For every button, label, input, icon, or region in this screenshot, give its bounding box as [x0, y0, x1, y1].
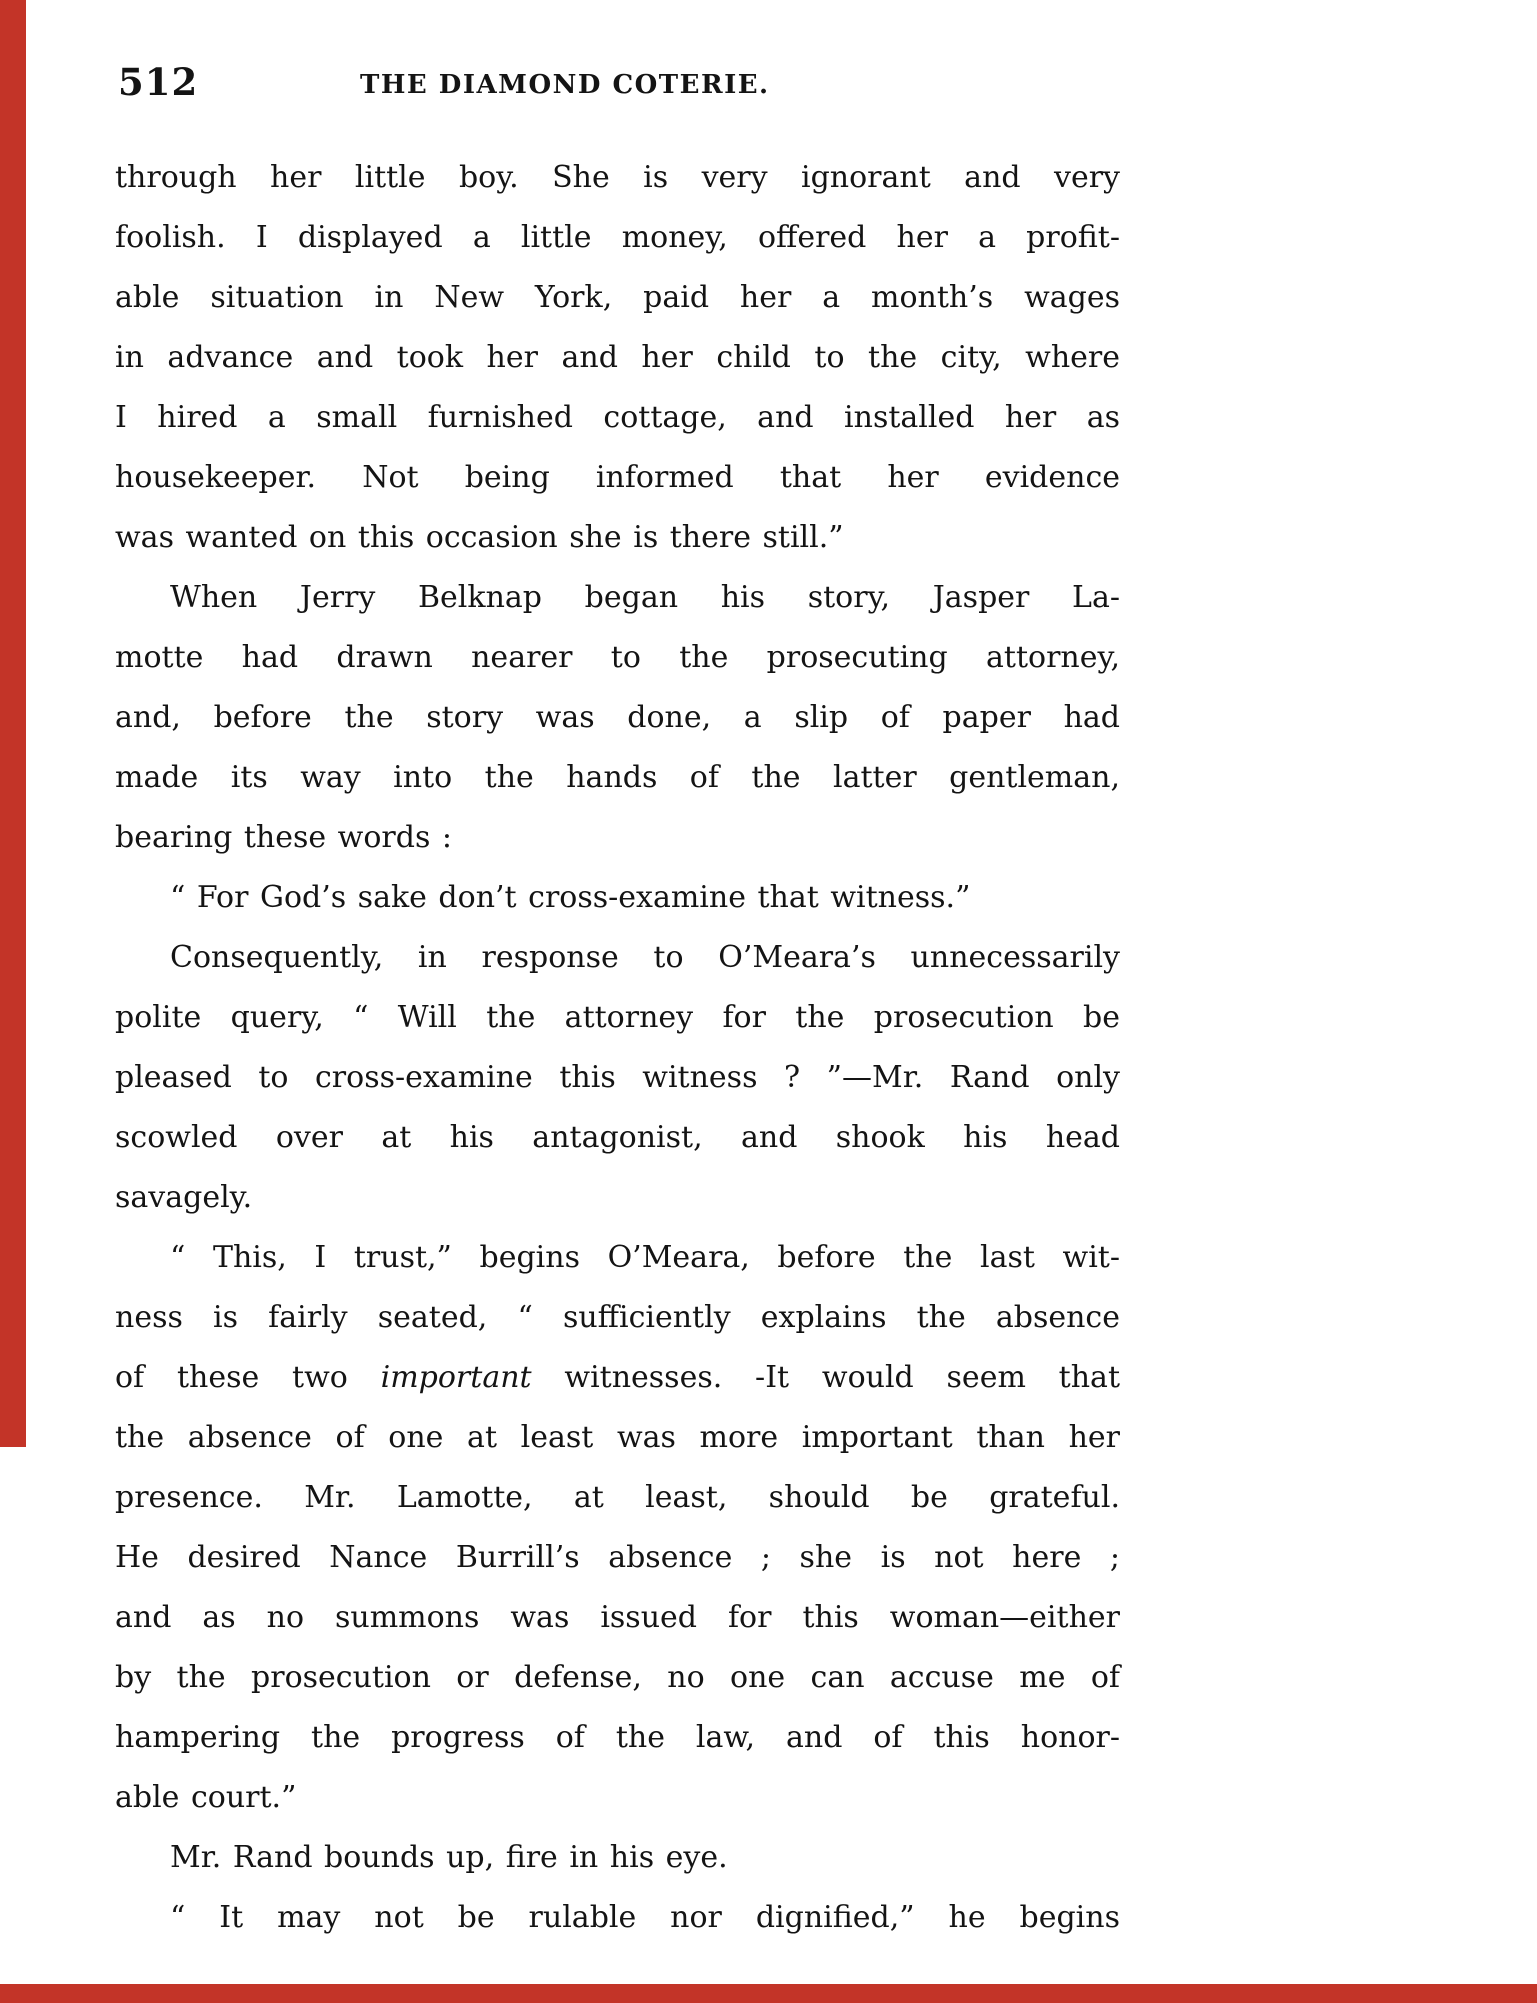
text-line: the absence of one at least was more important than her	[115, 1420, 1120, 1455]
text-line: Consequently, in response to O’Meara’s unnecessarily	[170, 940, 1120, 975]
scan-edge-left-bar	[0, 0, 26, 1447]
text-line: able situation in New York, paid her a month’s wages	[115, 280, 1120, 315]
text-line: foolish. I displayed a little money, offered her a profit-	[115, 220, 1120, 255]
text-line: was wanted on this occasion she is there still.”	[115, 520, 844, 555]
text-line: “ This, I trust,” begins O’Meara, before the last wit-	[170, 1240, 1120, 1275]
text-line: I hired a small furnished cottage, and installed her as	[115, 400, 1120, 435]
body-text	[115, 148, 1120, 1948]
text-line: polite query, “ Will the attorney for the prosecution be	[115, 1000, 1120, 1035]
text-line: “ For God’s sake don’t cross-examine that witness.”	[170, 880, 971, 915]
running-title: THE DIAMOND COTERIE.	[360, 70, 770, 100]
text-line: through her little boy. She is very ignorant and very	[115, 160, 1120, 195]
text-line: motte had drawn nearer to the prosecuting attorney,	[115, 640, 1120, 675]
text-line: scowled over at his antagonist, and shook his head	[115, 1120, 1120, 1155]
text-line: “ It may not be rulable nor dignified,” he begins	[170, 1900, 1120, 1935]
text-line: presence. Mr. Lamotte, at least, should be grateful.	[115, 1480, 1120, 1515]
text-line	[115, 1348, 1120, 1408]
text-line: When Jerry Belknap began his story, Jasper La-	[170, 580, 1120, 615]
text-line: ness is fairly seated, “ sufficiently explains the absence	[115, 1300, 1120, 1335]
page-number: 512	[118, 60, 199, 104]
text-line: made its way into the hands of the latter gentleman,	[115, 760, 1120, 795]
text-line: Mr. Rand bounds up, fire in his eye.	[170, 1840, 728, 1875]
text-line: by the prosecution or defense, no one can accuse me of	[115, 1660, 1120, 1695]
italic-text-segment: important	[380, 1360, 532, 1395]
text-line: savagely.	[115, 1180, 253, 1215]
text-segment: of these two	[115, 1360, 381, 1395]
text-line: and, before the story was done, a slip of paper had	[115, 700, 1120, 735]
scan-edge-bottom-bar	[0, 1984, 1537, 2003]
text-segment: witnesses. -It would seem that	[531, 1360, 1120, 1395]
text-line: housekeeper. Not being informed that her evidence	[115, 460, 1120, 495]
text-line: able court.”	[115, 1780, 297, 1815]
text-line: He desired Nance Burrill’s absence ; she is not here ;	[115, 1540, 1120, 1575]
text-line: and as no summons was issued for this woman—either	[115, 1600, 1120, 1635]
text-line: hampering the progress of the law, and of this honor-	[115, 1720, 1120, 1755]
text-line: bearing these words :	[115, 820, 452, 855]
text-line: pleased to cross-examine this witness ? ”—Mr. Rand only	[115, 1060, 1120, 1095]
text-line: in advance and took her and her child to the city, where	[115, 340, 1120, 375]
